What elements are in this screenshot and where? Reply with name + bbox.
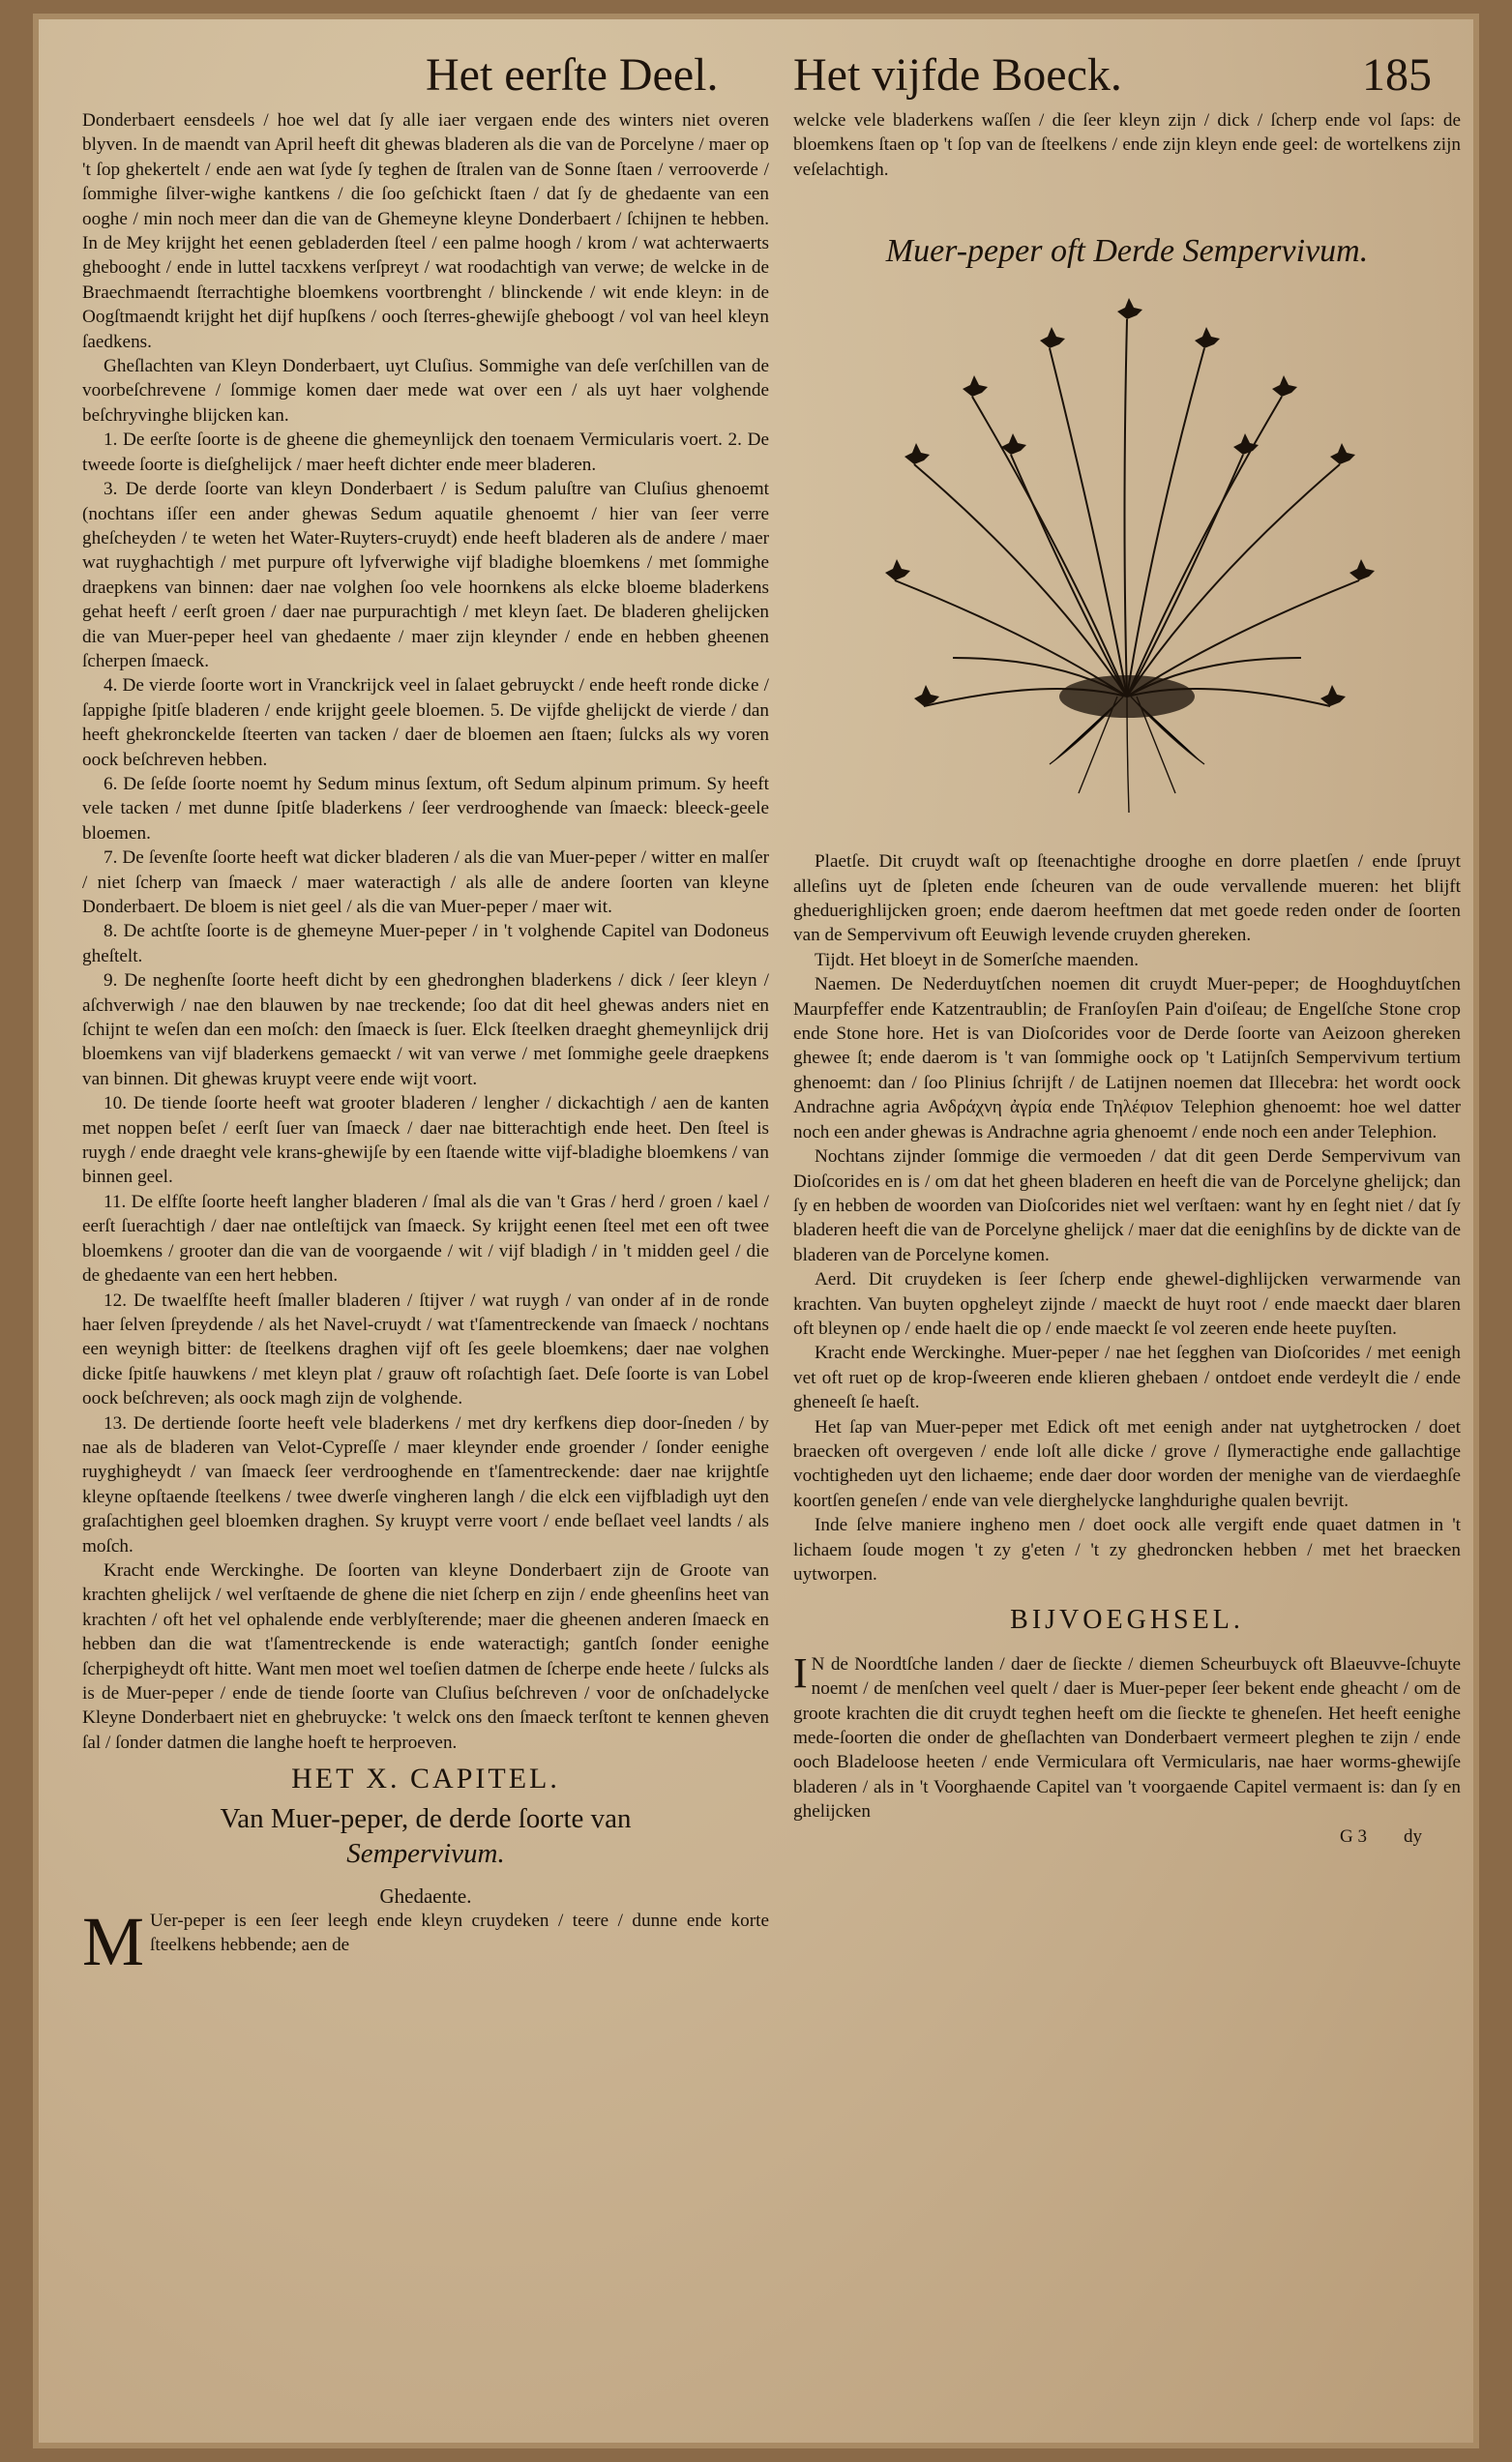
naemen-label: Naemen. bbox=[815, 974, 881, 995]
paragraph: Gheſlachten van Kleyn Donderbaert, uyt Cluſius. Sommighe van deſe verſchillen van de voorbeſchrevene / ſommige komen daer mede wat over een / als uyt haer volghende beſchryvinghe blijcken kan. bbox=[82, 356, 769, 426]
kracht-label: Kracht ende Werckinghe. bbox=[815, 1343, 1006, 1364]
page-number: 185 bbox=[1362, 49, 1432, 101]
plaetse-text: Dit cruydt waſt op ſteenachtighe drooghe en dorre plaetſen / ende ſpruyt alleſins uyt de ſpleten ende ſcheuren van de oude vervallende mueren: het blijft gheduerighlijcken groen; ende daerom heeftmen dat met goede reden onder de ſoorten van de Sempervivum oft Eeuwigh levende cruyden ghereken. bbox=[793, 851, 1462, 946]
sedum-woodcut-illustration bbox=[856, 290, 1398, 832]
running-head-left: Het eerſte Deel. bbox=[426, 49, 719, 101]
opening-text: Uer-peper is een ſeer leegh ende kleyn cruydeken / teere / dunne ende korte ſteelkens hebbende; aen de bbox=[150, 1911, 769, 1956]
paragraph: 1. De eerſte ſoorte is de gheene die ghemeynlijck den toenaem Vermicularis voert. 2. De tweede ſoorte is dieſghelijck / maer heeft dichter ende meer bladeren. bbox=[82, 430, 769, 475]
bijvoeghsel-heading: BIJVOEGHSEL. bbox=[1010, 1605, 1244, 1636]
bijvoeghsel-paragraph bbox=[793, 1648, 1461, 1824]
drop-capital: M bbox=[82, 1903, 145, 1981]
chapter-title-italic: Sempervivum. bbox=[346, 1837, 505, 1869]
aerd-paragraph bbox=[793, 1267, 1461, 1341]
kracht-paragraph bbox=[793, 1341, 1461, 1414]
catchword: dy bbox=[1404, 1825, 1422, 1847]
running-head bbox=[39, 37, 1473, 104]
kracht-paragraph bbox=[82, 1558, 769, 1755]
naemen-text: De Nederduytſchen noemen dit cruydt Muer-peper; de Hooghduytſchen Maurpfeffer ende Katzentraublin; de Franſoyſen Pain d'oiſeau; de Engelſche Stone crop ende Stone hore. Het is van Dioſcorides voor de Derde ſoorte van Aeizoon ghereken ghewee ſt; ende daerom is 't van ſommighe oock op 't Latijnſch Sempervivum tertium ghenoemt: dan / ſoo Plinius ſchrijft / de Latijnen noemen dat Illecebra: het wordt oock Andrachne agria Ανδράχνη ἀγρία ende Τηλέφιον Telephion ghenoemt: hoe wel datter noch een ander ghewas is Andrachne agria ghenoemt / ende noch een ander Telephion. bbox=[793, 974, 1462, 1142]
paragraph: 6. De ſeſde ſoorte noemt hy Sedum minus ſextum, oft Sedum alpinum primum. Sy heeft vele tacken / met dunne ſpitſe bladerkens / ſeer verdrooghende van ſmaeck: bleeck-geele bloemen. bbox=[82, 773, 769, 844]
paragraph: 10. De tiende ſoorte heeft wat grooter bladeren / lengher / dickachtigh / aen de kanten met noppen beſet / eerſt ſuer van ſmaeck / daer nae bitterachtigh ende heet. Den ſteel is ruygh / ende draeght vele krans-ghewijſe by een ſtaende witte vijf-bladighe bloemkens / van binnen geel. bbox=[82, 1093, 769, 1188]
paragraph: 7. De ſevenſte ſoorte heeft wat dicker bladeren / als die van Muer-peper / witter en malſer / niet ſcherp van ſmaeck / maer wateractigh / als alle de andere ſoorten van kleyne Donderbaert. De bloem is niet geel / als die van Muer-peper / maer wit. bbox=[82, 847, 769, 917]
tijdt-label: Tijdt. bbox=[815, 949, 855, 970]
plaetse-label: Plaetſe. bbox=[815, 851, 871, 873]
kracht-text: Muer-peper / nae het ſegghen van Dioſcorides / met eenigh vet oft ruet op de krop-ſweeren ende klieren ghebaen / ontdoet ende verdeylt die / ende gheneeſt ſe haeſt. bbox=[793, 1343, 1462, 1413]
plaetse-paragraph bbox=[793, 849, 1461, 948]
book-page bbox=[39, 19, 1473, 2443]
kracht-label: Kracht ende Werckinghe. bbox=[104, 1559, 305, 1581]
paragraph: 13. De dertiende ſoorte heeft vele bladerkens / met dry kerfkens diep door-ſneden / by nae als de bladeren van Velot-Cypreſſe / maer kleynder ende groender / ſonder eenighe ruyghigheydt / van ſmaeck ſeer verdrooghende en t'ſamentreckende: daer nae krijghtſe kleyne opſtaende ſteelkens / twee dwerſe vingheren langh / die elck een vijfbladigh uyt den graſachtighen geel bloemken draghen. Sy kruypt verre voort / ende beſlaet veel landts / als moſch. bbox=[82, 1412, 769, 1557]
paragraph: 12. De twaelfſte heeft ſmaller bladeren / ſtijver / wat ruygh / van onder af in de ronde haer ſelven ſpreydende / als het Navel-cruydt / wat t'ſamentreckende van ſmaeck / nochtans een weynigh bitter: de ſteelkens draghen vijf oft ſes geele bloemkens; daer nae volghen dicke ſpitſe hauwkens / met kleyn plat / grauw oft roſachtigh ſaet. Deſe ſoorte is van Lobel oock beſchreven; als oock magh zijn de volghende. bbox=[82, 1290, 769, 1409]
paragraph: 11. De elfſte ſoorte heeft langher bladeren / ſmal als die van 't Gras / herd / groen / kael / eerſt ſuerachtigh / daer nae ontleſtijck van ſmaeck. Sy krijght eenen ſteel met een oft twee bloemkens / grooter dan die van de voorgaende / wit / vijf bladigh / in 't midden geel / die de ghedaente van een hert hebben. bbox=[82, 1191, 769, 1287]
naemen-paragraph bbox=[793, 972, 1461, 1144]
aerd-text: Dit cruydeken is ſeer ſcherp ende ghewel-dighlijcken verwarmende van krachten. Van buyten opgheleyt zijnde / maeckt de huyt root / ende maeckt daer blaren oft bleynen op / ende haelt die op / ende maeckt ſe vol zeeren ende heete puyſten. bbox=[793, 1269, 1461, 1339]
paragraph: 8. De achtſte ſoorte is de ghemeyne Muer-peper / in 't volghende Capitel van Dodoneus gheſtelt. bbox=[82, 921, 769, 966]
kracht-text: De ſoorten van kleyne Donderbaert zijn de Groote van krachten ghelijck / wel verſtaende de ghene die niet ſcherp en zijn / ende gheenſins heet van krachten / oft het vel ophalende ende verblyſterende; maer die gheenen anderen ſmaeck en hebben dan die wat t'ſamentreckende is ende wateractigh; gantſch ſonder eenighe ſcherpigheydt oft hitte. Want men moet wel toeſien datmen de ſcherpe ende heete / ſulcks als is de Muer-peper / ende de tiende ſoorte van Cluſius beſchreven / voor de onſchadelycke Kleyne Donderbaert niet en ghebruycke: 't welck ons den ſmaeck terſtont te kennen gheven ſal / ſonder datmen die langhe hoeft te herproeven. bbox=[82, 1559, 769, 1753]
paragraph: Het ſap van Muer-peper met Edick oft met eenigh ander nat uytghetrocken / doet braecken oft overgeven / ende loſt alle dicke / grove / ſlymeractighe ende gallachtige vochtigheden uyt den lichaeme; ende daer door worden der menighe van de vierdaeghſe koortſen geneſen / ende van vele dierghelycke langhdurighe qualen bevrijt. bbox=[793, 1416, 1461, 1511]
aerd-label: Aerd. bbox=[815, 1269, 857, 1290]
bijvoeghsel-text: N de Noordtſche landen / daer de ſieckte / diemen Scheurbuyck oft Blaeuvve-ſchuyte noemt / de menſchen veel quelt / daer is Muer-peper ſeer bekent ende gheacht / om de groote krachten die dit cruydt teghen heeft om die ſieckte te gheneſen. Het heeft eenighe mede-ſoorten die onder de gheſlachten van Donderbaert vermeert pleghen te zijn / ende ooch Bladeloose heeten / ende Vermiculara oft Vermicularis, nae haer worms-ghewijſe bladeren / als in 't Voorghaende Capitel van 't voorgaende Capitel vermaent is: dan ſy en ghelijcken bbox=[793, 1653, 1461, 1823]
chapter-title: Van Muer-peper, de derde ſoorte van bbox=[220, 1802, 632, 1834]
signature-mark: G 3 bbox=[1340, 1825, 1367, 1847]
section-label-ghedaente: Ghedaente. bbox=[379, 1884, 472, 1908]
tijdt-text: Het bloeyt in de Somerſche maenden. bbox=[859, 949, 1140, 970]
chapter-opening bbox=[82, 1903, 769, 1981]
running-head-right: Het vijfde Boeck. bbox=[793, 49, 1122, 101]
paragraph: 9. De neghenſte ſoorte heeft dicht by een ghedronghen bladerkens / dick / ſeer kleyn / aſchverwigh / nae den blauwen by nae treckende; ſoo dat dit heel ghewas anders niet en ſchijnt te weſen dan een moſch: den ſmaeck is ſuer. Elck ſteelken draeght ghemeynlijck drij bloemkens van vijf bladerkens gemaeckt / wit van verwe / met ſommighe geele draepkens van binnen. Dit ghewas kruypt veere ende wijt voort. bbox=[82, 970, 769, 1089]
paragraph: 4. De vierde ſoorte wort in Vranckrijck veel in ſalaet gebruyckt / ende heeft ronde dicke / ſappighe ſpitſe bladeren / ende krijght geele bloemen. 5. De vijfde ghelijckt de vierde / dan heeft ghekronckelde ſteerten van tacken / daer de bloemen aen ſtaen; ſulcks als wy voren oock beſchreven hebben. bbox=[82, 675, 769, 770]
plant-figure-title: Muer-peper oft Derde Sempervivum. bbox=[885, 233, 1369, 270]
tijdt-paragraph bbox=[793, 948, 1461, 972]
paragraph: Nochtans zijnder ſommige die vermoeden / dat dit geen Derde Sempervivum van Dioſcorides en is / om dat het gheen bladeren en heeft die van de Porcelyne ghelijck; dan ſy en hebben de woorden van Dioſcorides niet wel verſtaen: want hy en ſeght niet / dat ſy bladeren heeft die van de Porcelyne ghelijck / maer dat die eenighſins by de dickte van de bladeren van de Porcelyne komen. bbox=[793, 1146, 1461, 1265]
paragraph: welcke vele bladerkens waſſen / die ſeer kleyn zijn / dick / ſcherp ende vol ſaps: de bloemkens ſtaen op 't ſop van de ſteelkens / ende zijn kleyn ende geel: de wortelkens zijn veſelachtigh. bbox=[793, 110, 1461, 180]
left-column bbox=[82, 108, 769, 1981]
right-column bbox=[793, 108, 1461, 1849]
paragraph: 3. De derde ſoorte van kleyn Donderbaert / is Sedum paluſtre van Cluſius ghenoemt (nochtans iſſer een ander ghewas Sedum aquatile ghenoemt / hier van ſeer verre gheſcheyden / te weten het Water-Ruyters-cruydt) ende heeft bladeren als de andere / maer wat ruyghachtigh / met purpure oft lyfverwighe vijf bladighe bloemkens / met ſommighe draepkens van binnen: daer nae volghen ſoo vele hoornkens als elcke bloeme bladerkens gehat heeft / eerſt groen / daer nae purpurachtigh / met kleyn ſaet. De bladeren ghelijcken die van Muer-peper heel van ghedaente / maer zijn kleynder / ende en hebben gheenen ſcherpen ſmaeck. bbox=[82, 479, 769, 671]
paragraph: Inde ſelve maniere ingheno men / doet oock alle vergift ende quaet datmen in 't lichaem ſoude mogen 't zy g'eten / 't zy ghedroncken hebben / met het braecken uytworpen. bbox=[793, 1515, 1461, 1585]
paragraph: Donderbaert eensdeels / hoe wel dat ſy alle iaer vergaen ende des winters niet overen blyven. In de maendt van April heeft dit ghewas bladeren als die van de Porcelyne / maer op 't ſop ghekertelt / ende aen wat ſyde ſy teghen de ſtralen van de Sonne ſtaen / verrooverde / ſommighe ſilver-wighe kantkens / die ſoo geſchickt ſtaen / dat ſy de ghedaente van een ooghe / min noch meer dan die van de Ghemeyne kleyne Donderbaert / ſchijnen te hebben. In de Mey krijght het eenen gebladerden ſteel / een palme hoogh / krom / wat achterwaerts ghebooght / ende in luttel tacxkens verſpreyt / wat roodachtigh van verwe; de welcke in de Braechmaendt ſterrachtighe bloemkens voortbrenght / blinckende / wit ende kleyn: in de Oogſtmaendt krijght het dijf hupſkens / ooch ſterres-ghewijſe gheboogt / vol van heel kleyn ſaedkens. bbox=[82, 110, 769, 352]
drop-capital: I bbox=[793, 1648, 808, 1697]
signature-and-catchword bbox=[793, 1824, 1461, 1849]
chapter-heading: HET X. CAPITEL. bbox=[291, 1763, 560, 1795]
